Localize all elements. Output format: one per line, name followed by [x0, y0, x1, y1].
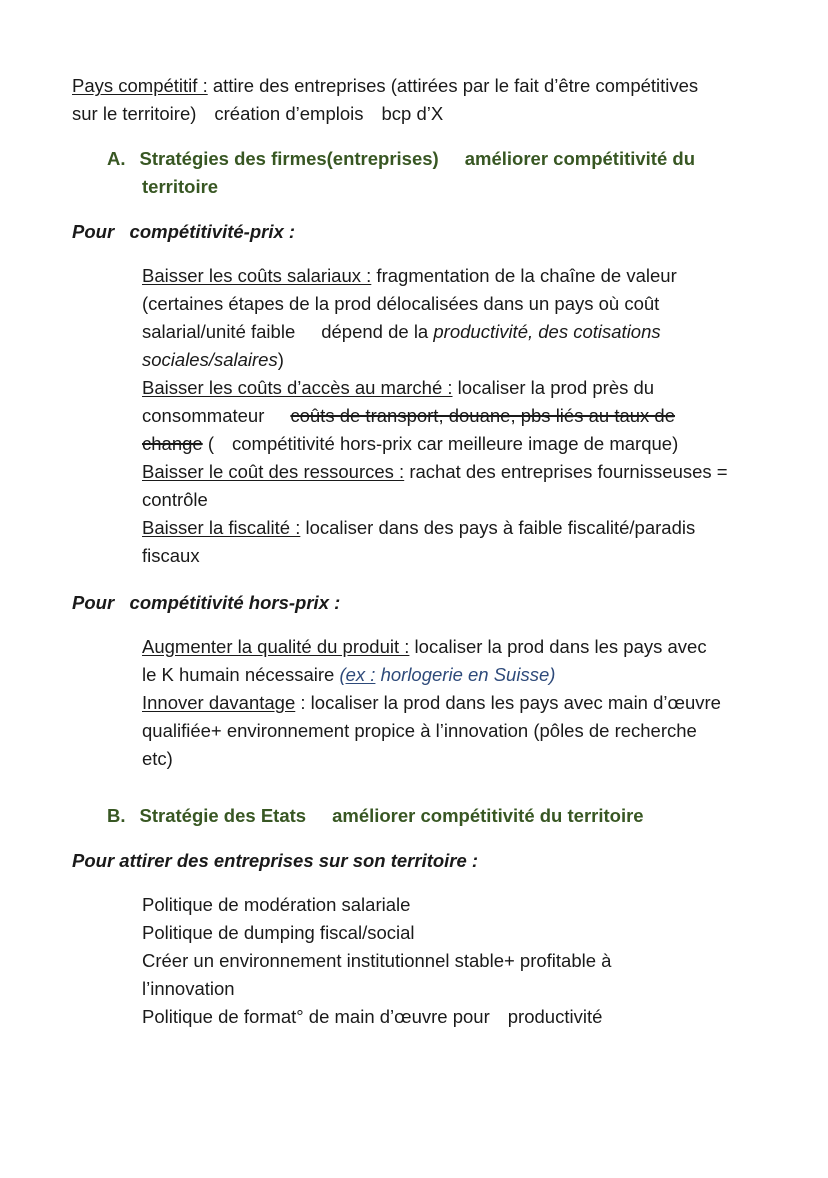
section-a-title: A. Stratégies des firmes(entreprises) améliorer compétitivité du [107, 148, 696, 169]
innover-line-2: qualifiée+ environnement propice à l’innovation (pôles de recherche [142, 720, 697, 741]
horsprix-heading: Pour compétitivité hors-prix : [72, 592, 341, 613]
qualite-line-1: Augmenter la qualité du produit : localiser la prod dans les pays avec [142, 636, 707, 657]
etats-item-1: Politique de modération salariale [142, 894, 411, 915]
etats-item-3-cont: l’innovation [142, 978, 235, 999]
ressources-line-2: contrôle [142, 489, 208, 510]
acces-line-3: change ( compétitivité hors-prix car meilleure image de marque) [142, 433, 679, 454]
ressources-line-1: Baisser le coût des ressources : rachat des entreprises fournisseuses = [142, 461, 728, 482]
salariaux-line-4: sociales/salaires) [142, 349, 284, 370]
section-b-title: B. Stratégie des Etats améliorer compétitivité du territoire [107, 805, 644, 826]
fiscalite-line-2: fiscaux [142, 545, 200, 566]
innover-line-1: Innover davantage : localiser la prod dans les pays avec main d’œuvre [142, 692, 721, 713]
prix-heading: Pour compétitivité-prix : [72, 221, 296, 242]
etats-item-4: Politique de format° de main d’œuvre pour productivité [142, 1006, 603, 1027]
innover-line-3: etc) [142, 748, 173, 769]
salariaux-line-3: salarial/unité faible dépend de la productivité, des cotisations [142, 321, 661, 342]
salariaux-line-1: Baisser les coûts salariaux : fragmentation de la chaîne de valeur [142, 265, 677, 286]
etats-item-3: Créer un environnement institutionnel stable+ profitable à [142, 950, 612, 971]
salariaux-line-2: (certaines étapes de la prod délocalisées dans un pays où coût [142, 293, 660, 314]
acces-line-2: consommateur coûts de transport, douane, pbs liés au taux de [142, 405, 676, 426]
intro-line-1: Pays compétitif : attire des entreprises (attirées par le fait d’être compétitives [72, 75, 699, 96]
intro-label: Pays compétitif : [72, 75, 208, 96]
fiscalite-line-1: Baisser la fiscalité : localiser dans des pays à faible fiscalité/paradis [142, 517, 696, 538]
acces-line-1: Baisser les coûts d’accès au marché : localiser la prod près du [142, 377, 655, 398]
section-a-title-cont: territoire [142, 176, 219, 197]
qualite-line-2: le K humain nécessaire (ex : horlogerie en Suisse) [142, 664, 556, 685]
intro-line-2: sur le territoire) création d’emplois bcp d’X [72, 103, 444, 124]
etats-heading: Pour attirer des entreprises sur son territoire : [72, 850, 479, 871]
etats-item-2: Politique de dumping fiscal/social [142, 922, 415, 943]
